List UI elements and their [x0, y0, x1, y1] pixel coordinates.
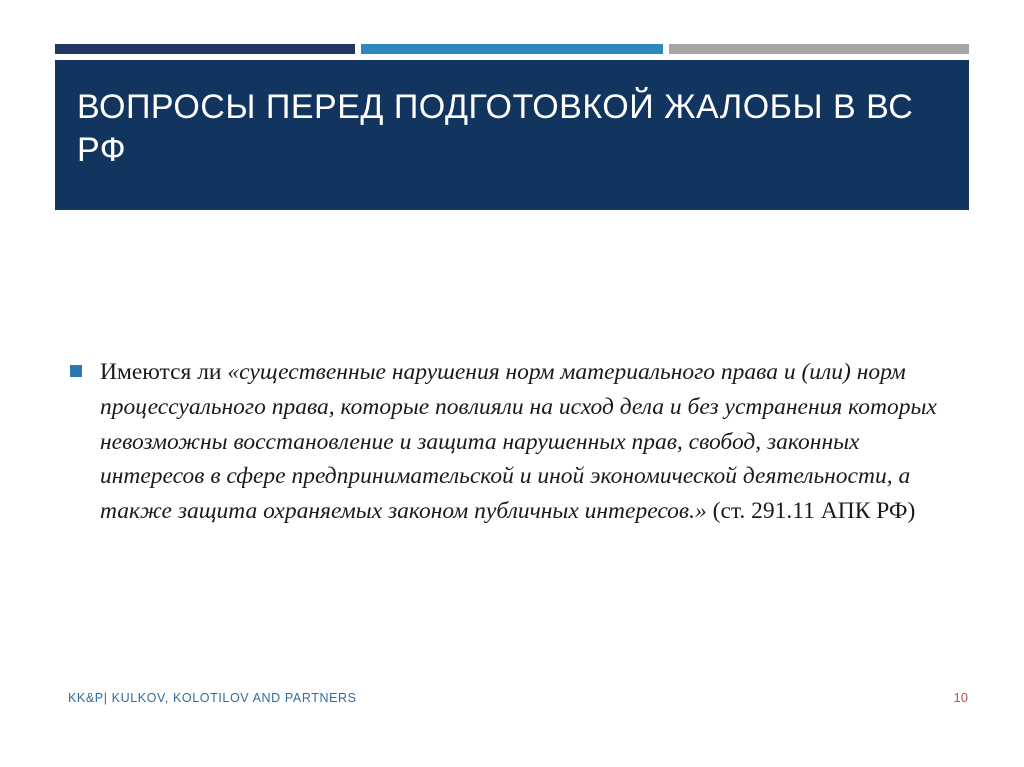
bullet-paragraph [100, 355, 965, 529]
page-number: 10 [953, 690, 968, 705]
bullet-square-icon [70, 365, 82, 377]
decorative-bar-row [55, 44, 969, 54]
slide-footer [68, 690, 968, 705]
title-block [55, 60, 969, 210]
decor-bar-blue [361, 44, 663, 54]
bullet-quote-text: «существенные нарушения норм материального права и (или) норм процессуального права, которые повлияли на исход дела и без устранения которых невозможны восстановление и защита нарушенных прав, свобод, законных интересов в сфере предпринимательской и иной экономической деятельности, а также защита охраняемых законом публичных интересов.» [100, 359, 937, 525]
footer-company-label: KK&P| KULKOV, KOLOTILOV AND PARTNERS [68, 690, 357, 705]
decor-bar-gray [669, 44, 969, 54]
bullet-lead-text: Имеются ли [100, 359, 228, 385]
list-item [60, 355, 965, 529]
page-title: ВОПРОСЫ ПЕРЕД ПОДГОТОВКОЙ ЖАЛОБЫ В ВС РФ [77, 88, 914, 169]
bullet-tail-text: (ст. 291.11 АПК РФ) [706, 498, 916, 525]
decor-bar-dark [55, 44, 355, 54]
body-content [60, 355, 965, 529]
